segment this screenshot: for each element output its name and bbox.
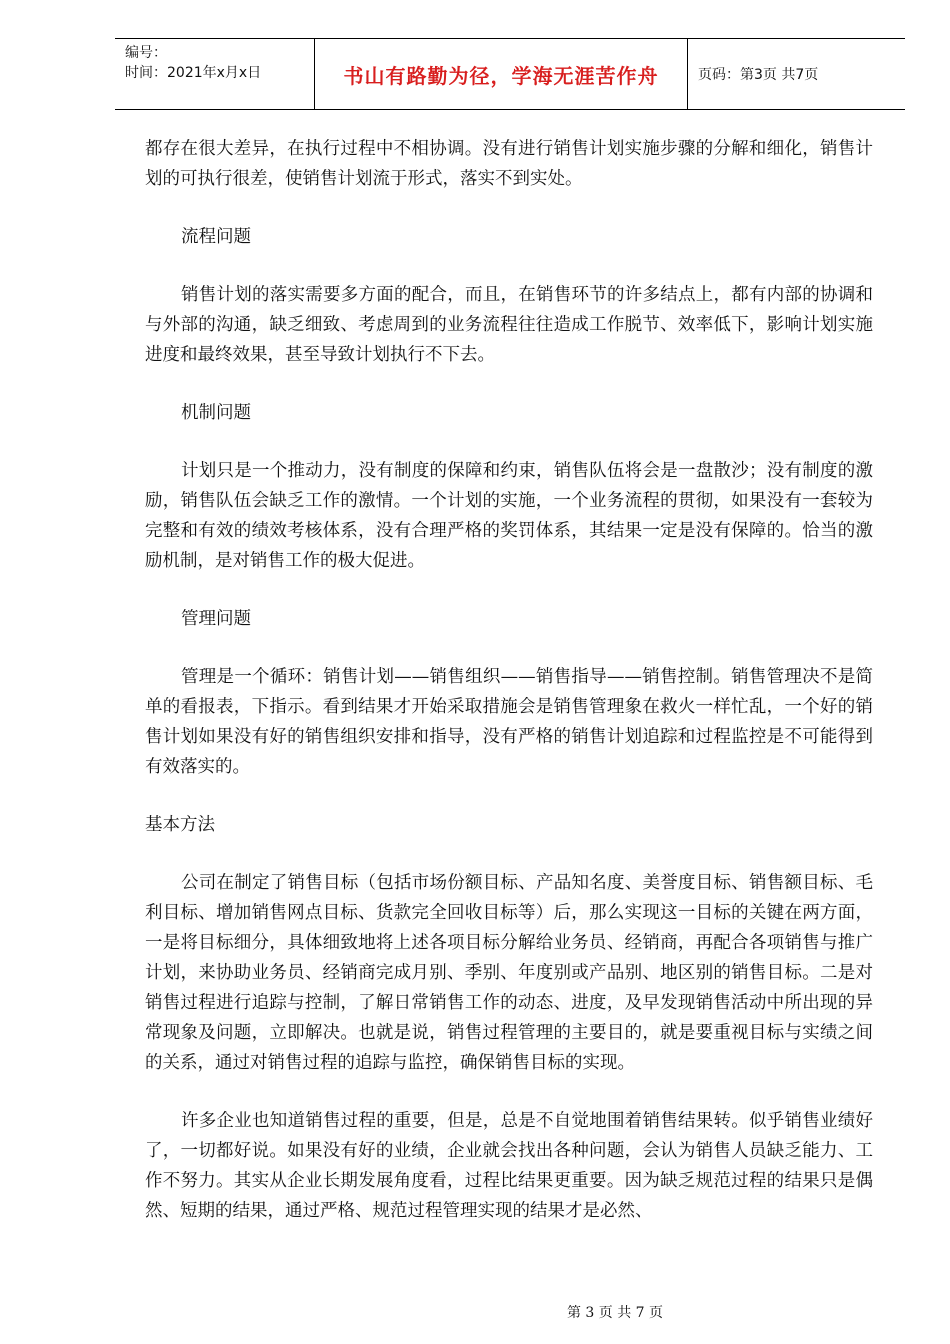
document-body (145, 134, 873, 1254)
header-motto: 书山有路勤为径，学海无涯苦作舟 (343, 63, 659, 88)
section-heading: 机制问题 (181, 403, 251, 423)
paragraph: 公司在制定了销售目标（包括市场份额目标、产品知名度、美誉度目标、销售额目标、毛利目标、增加销售网点目标、货款完全回收目标等）后，那么实现这一目标的关键在两方面，一是将目标细分，具体细致地将上述各项目标分解给业务员、经销商，再配合各项销售与推广计划，来协助业务员、经销商完成月别、季别、年度别或产品别、地区别的销售目标。二是对销售过程进行追踪与控制，了解日常销售工作的动态、进度，及早发现销售活动中所出现的异常现象及问题，立即解决。也就是说，销售过程管理的主要目的，就是要重视目标与实绩之间的关系，通过对销售过程的追踪与监控，确保销售目标的实现。 (145, 873, 873, 1073)
document-header (115, 38, 905, 110)
header-motto-cell (315, 39, 688, 109)
section-heading: 管理问题 (181, 609, 251, 629)
paragraph: 管理是一个循环：销售计划——销售组织——销售指导——销售控制。销售管理决不是简单的看报表，下指示。看到结果才开始采取措施会是销售管理象在救火一样忙乱，一个好的销售计划如果没有好的销售组织安排和指导，没有严格的销售计划追踪和过程监控是不可能得到有效落实的。 (145, 667, 873, 777)
paragraph: 许多企业也知道销售过程的重要，但是，总是不自觉地围着销售结果转。似乎销售业绩好了，一切都好说。如果没有好的业绩，企业就会找出各种问题，会认为销售人员缺乏能力、工作不努力。其实从企业长期发展角度看，过程比结果更重要。因为缺乏规范过程的结果只是偶然、短期的结果，通过严格、规范过程管理实现的结果才是必然、 (145, 1111, 873, 1221)
section-heading: 流程问题 (181, 227, 251, 247)
section-heading: 基本方法 (145, 815, 215, 835)
header-number-label: 编号： (125, 45, 167, 61)
header-meta (115, 39, 315, 109)
header-time-label: 时间：2021年x月x日 (125, 65, 262, 81)
paragraph: 计划只是一个推动力，没有制度的保障和约束，销售队伍将会是一盘散沙；没有制度的激励，销售队伍会缺乏工作的激情。一个计划的实施，一个业务流程的贯彻，如果没有一套较为完整和有效的绩效考核体系，没有合理严格的奖罚体系，其结果一定是没有保障的。恰当的激励机制，是对销售工作的极大促进。 (145, 461, 873, 571)
header-page-info: 页码：第3页 共7页 (698, 67, 819, 83)
paragraph: 都存在很大差异，在执行过程中不相协调。没有进行销售计划实施步骤的分解和细化，销售计划的可执行很差，使销售计划流于形式，落实不到实处。 (145, 139, 873, 189)
paragraph: 销售计划的落实需要多方面的配合，而且，在销售环节的许多结点上，都有内部的协调和与外部的沟通，缺乏细致、考虑周到的业务流程往往造成工作脱节、效率低下，影响计划实施进度和最终效果，甚至导致计划执行不下去。 (145, 285, 873, 365)
page-footer: 第 3 页 共 7 页 (566, 1305, 664, 1321)
